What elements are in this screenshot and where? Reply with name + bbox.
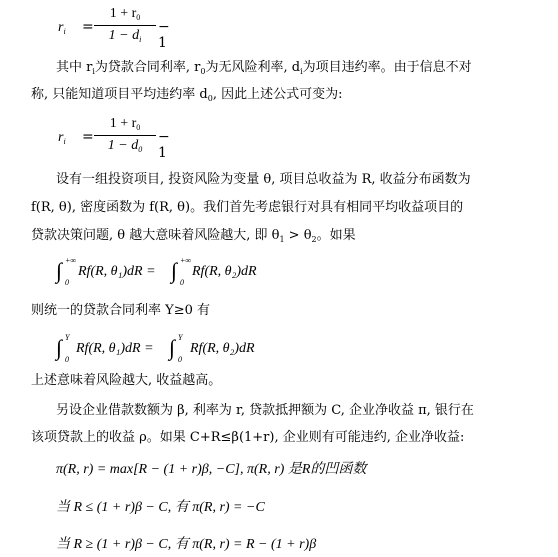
integral-sign: ∫ <box>171 258 178 283</box>
formula-2-lhs: $r_i$ <box>58 130 66 146</box>
integral-upper-limit: +∞ <box>65 256 77 265</box>
equation-case-1: 当 R ≤ (1 + r)β − C, 有 π(R, r) = −C <box>56 500 265 515</box>
integral-left-body: Rf(R, θ₁)dR = <box>76 341 154 356</box>
integral-lower-limit: 0 <box>180 278 184 287</box>
formula-2-tail: − 1 <box>158 129 170 161</box>
integral-sign: ∫ <box>56 258 63 283</box>
paragraph-5-line-2: 该项贷款上的收益 ρ。如果 C+R≤β(1+r), 企业则有可能违约, 企业净收益: <box>31 430 465 445</box>
integral-lower-limit: 0 <box>65 278 69 287</box>
formula-2-eq: = <box>82 129 94 145</box>
integral-upper-limit: Y <box>178 333 183 342</box>
integral-upper-limit: +∞ <box>180 256 192 265</box>
paragraph-2-line-2: f(R, θ), 密度函数为 f(R, θ)。我们首先考虑银行对具有相同平均收益项目的 <box>31 200 464 215</box>
formula-1-lhs: $r_i$ <box>58 20 66 36</box>
paragraph-3: 则统一的贷款合同利率 Y≥0 有 <box>31 303 211 318</box>
integral-equation-2 <box>56 333 286 365</box>
integral-right-body: Rf(R, θ₂)dR <box>190 341 255 356</box>
equation-case-2: 当 R ≥ (1 + r)β − C, 有 π(R, r) = R − (1 + r)β <box>56 537 317 552</box>
paragraph-1-line-1: 其中 $r_i$为贷款合同利率, $r_0$为无风险利率, $d_i$为项目违约率。由于信息不对 <box>56 60 472 76</box>
formula-2 <box>56 116 176 161</box>
formula-1-fraction: $1 + r_0$ $1 - d_i$ <box>94 6 156 46</box>
integral-lower-limit: 0 <box>178 355 182 364</box>
formula-1 <box>56 6 176 51</box>
integral-sign: ∫ <box>56 335 63 360</box>
integral-lower-limit: 0 <box>65 355 69 364</box>
paragraph-2-line-3: 贷款决策问题, θ 越大意味着风险越大, 即 $\theta_1 > \theta_2$。如果 <box>31 228 356 244</box>
integral-sign: ∫ <box>169 335 176 360</box>
integral-right-body: Rf(R, θ₂)dR <box>192 264 257 279</box>
formula-1-tail: − 1 <box>158 19 170 51</box>
formula-2-fraction: $1 + r_0$ $1 - d_0$ <box>94 116 156 156</box>
integral-left-body: Rf(R, θ₁)dR = <box>78 264 156 279</box>
paragraph-1-line-2: 称, 只能知道项目平均违约率 $d_0$, 因此上述公式可变为: <box>31 87 343 103</box>
formula-1-eq: = <box>82 19 94 35</box>
paragraph-2-line-1: 设有一组投资项目, 投资风险为变量 θ, 项目总收益为 R, 收益分布函数为 <box>56 172 471 187</box>
paragraph-5-line-1: 另设企业借款数额为 β, 利率为 r, 贷款抵押额为 C, 企业净收益 π, 银行在 <box>56 403 474 418</box>
integral-upper-limit: Y <box>65 333 70 342</box>
integral-equation-1 <box>56 256 286 288</box>
equation-pi-definition: π(R, r) = max[R − (1 + r)β, −C], π(R, r) 是R的凹函数 <box>56 462 367 477</box>
paragraph-4: 上述意味着风险越大, 收益越高。 <box>31 373 222 388</box>
